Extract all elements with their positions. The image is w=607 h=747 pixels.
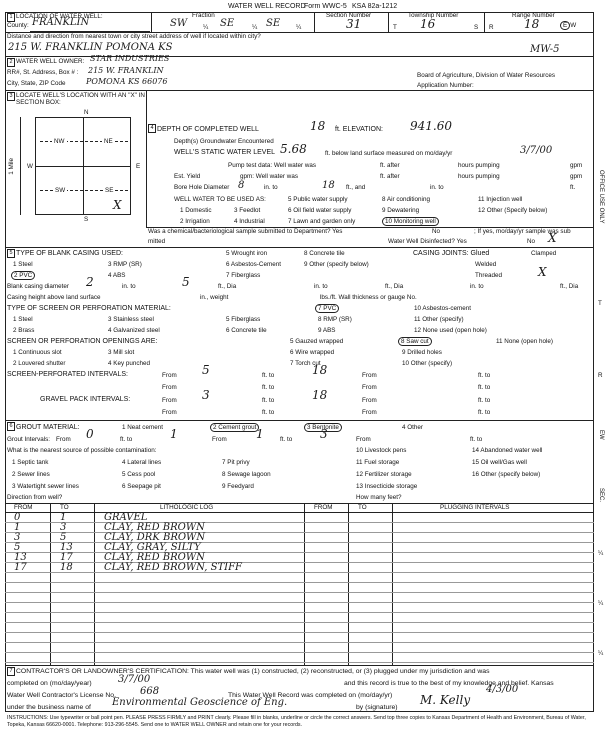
ne-label: NE [104,138,113,145]
use-11[interactable]: 11 Injection well [478,196,523,203]
signature[interactable]: M. Kelly [420,693,471,707]
contam-1[interactable]: 1 Septic tank [12,459,49,466]
chem-question: Was a chemical/bacteriological sample submitted to Department? Yes [148,228,343,235]
range-ew: E W [560,22,576,29]
opening-1[interactable]: 1 Continuous slot [13,349,62,356]
section-value[interactable]: 31 [346,17,362,31]
log-grid-line [5,602,594,603]
use-3[interactable]: 3 Feedlot [234,207,261,214]
divider [348,503,349,665]
mile-label: 1 Mile [8,158,15,175]
office-use-label: OFFICE USE ONLY [597,170,604,224]
sec1-label: LOCATION OF WATER WELL: [16,13,103,20]
certification-text: CONTRACTOR'S OR LANDOWNER'S CERTIFICATION: This water well was (1) constructed, (2) reconstructed, or (3) plugged under my jurisdiction and was [16,668,490,675]
contam-16[interactable]: 16 Other (specify below) [472,471,541,478]
blank-ft-dia-2: ft., Dia [385,283,404,290]
log-grid-line [5,542,594,543]
gravel-ft-to-3: ft. to [262,409,275,416]
gravel-from: From [162,397,177,404]
screen-9[interactable]: 9 ABS [318,327,336,334]
screen-5[interactable]: 5 Fiberglass [226,316,261,323]
opening-2[interactable]: 2 Louvered shutter [13,360,66,367]
screen-4[interactable]: 4 Galvanized steel [108,327,160,334]
blank-depth-value[interactable]: 5 [182,275,190,289]
log-row-5-desc[interactable]: CLAY, RED BROWN [104,552,205,563]
opening-10[interactable]: 10 Other (specify) [402,360,453,367]
hours-pumping-1: hours pumping [458,162,500,169]
screen-label: TYPE OF SCREEN OR PERFORATION MATERIAL: [7,305,171,312]
business-value[interactable]: Environmental Geoscience of Eng. [112,697,288,708]
blank-in-to: in. to [122,283,136,290]
locate-label: LOCATE WELL'S LOCATION WITH AN "X" IN SECTION BOX: [16,92,145,107]
bore-in-to: in. to [264,184,278,191]
divider [304,503,305,665]
township-s: S [474,24,479,31]
contam-14[interactable]: 14 Abandoned water well [472,447,543,454]
height-weight: in., weight [200,294,229,301]
how-many-label: How many feet? [356,494,402,501]
city-label: City, State, ZIP Code [7,80,66,87]
casing-5[interactable]: 5 Wrought iron [226,250,268,257]
contam-8[interactable]: 8 Sewage lagoon [222,471,271,478]
divider [484,12,485,32]
screen-3[interactable]: 3 Stainless steel [108,316,154,323]
screen-10[interactable]: 10 Asbestos-cement [414,305,472,312]
range-label: Range Number [512,12,555,19]
grout-from-value[interactable]: 0 [86,427,94,441]
bore-in-to-2: in. to [430,184,444,191]
screen-from-value[interactable]: 5 [202,363,210,377]
threaded-mark[interactable]: X [538,265,547,279]
screen-ft-to: ft. to [262,372,275,379]
screen-ft-to-4: ft. to [478,384,491,391]
section-label: Section Number [326,12,372,19]
log-row-1-from[interactable]: 0 [14,512,21,523]
log-row-1-to[interactable]: 1 [60,512,67,523]
gravel-from-value[interactable]: 3 [202,388,210,402]
owner-value[interactable]: STAR INDUSTRIES [90,54,170,63]
log-from-header: FROM [14,504,33,511]
use-9[interactable]: 9 Dewatering [382,207,420,214]
static-level-date[interactable]: 3/7/00 [520,145,553,156]
depth-value[interactable]: 18 [310,119,326,133]
yield-after: ft. after [380,173,400,180]
side-ew: EW [597,430,604,440]
blank-in-to-3: in. to [470,283,484,290]
log-grid-line [5,572,594,573]
ksa-number: KSA 82a-1212 [352,3,398,10]
log-row-6-to[interactable]: 18 [60,562,73,573]
screen-ft-to-3: ft. to [262,384,275,391]
casing-3[interactable]: 3 RMP (SR) [108,261,142,268]
range-value[interactable]: 18 [524,17,540,31]
blank-dia-label: Blank casing diameter [7,283,69,290]
completed-value[interactable]: 3/7/00 [118,674,151,685]
county-label: County: [7,22,29,29]
sw-label: SW [55,187,66,194]
log-grid-line [5,532,594,533]
grout-intervals-label: Grout Intervals: [7,436,51,443]
board-label: Board of Agriculture, Division of Water Resources [417,72,556,79]
bore-ft: ft. [570,184,576,191]
side-t: T [598,300,602,307]
grout-1[interactable]: 1 Neat cement [122,424,163,431]
rule [5,90,594,91]
business-label: under the business name of [7,704,91,711]
section-4-marker: 4 [148,124,156,133]
section-5-marker: 5 [7,249,15,258]
screen-ft-from: From [362,372,377,379]
side-sec: SEC. [597,488,604,503]
completed-label: completed on (mo/day/year) [7,680,92,687]
use-label: WELL WATER TO BE USED AS: [174,196,266,203]
gpm-1: gpm [570,162,583,169]
contam-13[interactable]: 13 Insecticide storage [356,483,418,490]
contam-15[interactable]: 15 Oil well/Gas well [472,459,527,466]
screen-8[interactable]: 8 RMP (SR) [318,316,352,323]
blank-ft: ft., Dia [560,283,579,290]
city-value[interactable]: POMONA KS 66076 [86,77,168,86]
by-signature-label: by (signature) [356,704,398,711]
gravel-ft-to-2: ft. to [478,397,491,404]
section-2-marker: 2 [7,58,15,67]
casing-6[interactable]: 6 Asbestos-Cement [226,261,281,268]
casing-label: TYPE OF BLANK CASING USED: [16,250,123,257]
disinfected-no: No [527,238,536,245]
log-grid-line [5,642,594,643]
log-grid-line [5,632,594,633]
log-row-4-to[interactable]: 13 [60,542,73,553]
screen-from-2: From [162,384,177,391]
log-grid-line [5,592,594,593]
log-grid-line [5,552,594,553]
east-label: E [136,163,141,170]
divider [388,12,389,32]
contam-10[interactable]: 10 Livestock pens [356,447,407,454]
side-q1: ¼ [598,550,604,557]
use-2[interactable]: 2 Irrigation [180,218,210,225]
address-value[interactable]: 215 W. FRANKLIN POMONA KS [8,42,173,53]
owner-address[interactable]: 215 W. FRANKLIN [88,66,164,75]
owner-address-label: RR#, St. Address, Box # : [7,69,79,76]
opening-5[interactable]: 5 Gauzed wrapped [290,338,344,345]
pump-label: Pump test data: Well water was [228,162,317,169]
location-mark[interactable]: X [113,198,122,212]
log-lithologic-header: LITHOLOGIC LOG [160,504,214,511]
depth-label: DEPTH OF COMPLETED WELL [157,126,259,133]
divider [146,90,147,227]
well-id[interactable]: MW-5 [530,44,560,55]
fraction-3[interactable]: SE [266,18,281,29]
casing-1[interactable]: 1 Steel [13,261,33,268]
log-row-2-desc[interactable]: CLAY, RED BROWN [104,522,205,533]
contam-4[interactable]: 4 Lateral lines [122,459,162,466]
grout-from: From [56,436,71,443]
openings-label: SCREEN OR PERFORATION OPENINGS ARE: [7,338,158,345]
screen-11[interactable]: 11 Other (specify) [414,316,464,323]
casing-7[interactable]: 7 Fiberglass [226,272,261,279]
casing-8[interactable]: 8 Concrete tile [304,250,345,257]
grout-4[interactable]: 4 Other [402,424,423,431]
grout-3-selected[interactable]: 3 Bentonite [304,423,342,432]
log-grid-line [5,522,594,523]
rule [5,665,594,666]
divider [314,12,315,32]
side-r: R [598,372,603,379]
contam-2[interactable]: 2 Sewer lines [12,471,50,478]
gravel-ft-to-4: ft. to [478,409,491,416]
bore-diameter[interactable]: 8 [238,180,245,191]
screen-ft-to-2: ft. to [478,372,491,379]
section-3-marker: 3 [7,92,15,101]
bore-label: Bore Hole Diameter [174,184,230,191]
use-6[interactable]: 6 Oil field water supply [288,207,352,214]
contam-9[interactable]: 9 Feedyard [222,483,254,490]
divider [151,12,152,32]
casing-2-selected[interactable]: 2 PVC [11,271,35,280]
casing-4[interactable]: 4 ABS [108,272,126,279]
log-row-4-from[interactable]: 5 [14,542,21,553]
screen-6[interactable]: 6 Concrete tile [226,327,267,334]
chem-if: ; If yes, mo/day/yr sample was sub [474,228,571,235]
elevation-label: ft. ELEVATION: [335,126,383,133]
height-lbs: lbs./ft. Wall thickness or gauge No. [320,294,417,301]
log-row-6-from[interactable]: 17 [14,562,27,573]
gravel-ft-to: ft. to [262,397,275,404]
log-grid-line [5,622,594,623]
range-r: R [489,24,494,31]
county-value[interactable]: FRANKLIN [32,17,90,28]
use-10-selected[interactable]: 10 Monitoring well [382,217,439,226]
log-row-2-to[interactable]: 3 [60,522,67,533]
side-q3: ¼ [598,650,604,657]
gpm-2: gpm [570,173,583,180]
license-label: Water Well Contractor's License No. [7,692,116,699]
grout-ft-to-3: ft. to [470,436,483,443]
use-12[interactable]: 12 Other (Specify below) [478,207,548,214]
contam-12[interactable]: 12 Fertilizer storage [356,471,412,478]
true-text: and this record is true to the best of my knowledge and belief. Kansas [344,680,554,687]
log-row-3-from[interactable]: 3 [14,532,21,543]
est-yield-gpm: gpm: Well water was [240,173,298,180]
quarter-1: ¼ [203,24,209,31]
divider [94,503,95,665]
log-grid-line [5,652,594,653]
north-label: N [84,109,89,116]
height-label: Casing height above land surface [7,294,101,301]
township-value[interactable]: 16 [420,17,436,31]
contam-6[interactable]: 6 Seepage pit [122,483,161,490]
license-value[interactable]: 668 [140,686,160,697]
screen-to-value[interactable]: 18 [312,363,328,377]
contam-3[interactable]: 3 Watertight sewer lines [12,483,79,490]
grout-ft-to-2: ft. to [280,436,293,443]
divider [50,503,51,665]
welded[interactable]: Welded [475,261,497,268]
contam-7[interactable]: 7 Pit privy [222,459,250,466]
screen-1[interactable]: 1 Steel [13,316,33,323]
fraction-2[interactable]: SE [220,18,235,29]
log-grid-line [5,612,594,613]
hours-pumping-2: hours pumping [458,173,500,180]
direction-label: Direction from well? [7,494,63,501]
chem-no: No [432,228,441,235]
log-to-header: TO [60,504,69,511]
opening-4[interactable]: 4 Key punched [108,360,151,367]
use-7[interactable]: 7 Lawn and garden only [288,218,356,225]
township-t: T [393,24,397,31]
instructions: INSTRUCTIONS: Use typewriter or ball point pen. PLEASE PRESS FIRMLY and PRINT clearly. Please fill in blanks, underline or circle the correct answers. Send top three copies to Kansas Department of Health and Environment, Bureau of Water, Topeka, Kansas 66620-0001. Telephone: 913-296-5545. Send one to WATER WELL OWNER and retain one for your records. [7,715,586,728]
bore-and: ft., and [346,184,366,191]
log-row-1-desc[interactable]: GRAVEL [104,512,148,523]
screen-ft-from-2: From [362,384,377,391]
log-grid-line [5,562,594,563]
section-1-marker: 1 [7,13,15,22]
section-7-marker: 7 [7,667,15,676]
fraction-label: Fraction [192,12,215,19]
plug-to-header: TO [358,504,367,511]
quarter-3: ¼ [296,24,302,31]
disinfected-mark[interactable]: X [548,231,557,245]
form-number: Form WWC-5 [304,3,347,10]
fraction-1[interactable]: SW [170,18,188,29]
quarter-2: ¼ [252,24,258,31]
log-row-6-desc[interactable]: CLAY, RED BROWN, STIFF [104,562,242,573]
contam-5[interactable]: 5 Cess pool [122,471,156,478]
screen-2[interactable]: 2 Brass [13,327,35,334]
opening-3[interactable]: 3 Mill slot [108,349,135,356]
screen-7-selected[interactable]: 7 PVC [315,304,339,313]
log-row-4-desc[interactable]: CLAY, GRAY, SILTY [104,542,201,553]
plugging-header: PLUGGING INTERVALS [440,504,510,511]
static-level-label: WELL'S STATIC WATER LEVEL [174,149,276,156]
opening-9[interactable]: 9 Drilled holes [402,349,442,356]
form-title: WATER WELL RECORD [228,3,306,10]
use-5[interactable]: 5 Public water supply [288,196,348,203]
divider [392,503,393,665]
disinfected-label: Water Well Disinfected? Yes [388,238,467,245]
blank-ft-dia: ft., Dia [218,283,237,290]
log-row-3-to[interactable]: 5 [60,532,67,543]
log-row-2-from[interactable]: 1 [14,522,21,533]
side-q2: ¼ [598,600,604,607]
log-row-5-from[interactable]: 13 [14,552,27,563]
log-row-5-to[interactable]: 17 [60,552,73,563]
gravel-label: GRAVEL PACK INTERVALS: [40,396,131,403]
range-e-circle: E [560,21,570,30]
application-label: Application Number: [417,82,474,89]
rule [35,166,131,167]
record-date[interactable]: 4/3/00 [486,684,519,695]
grout-label: GROUT MATERIAL: [16,424,80,431]
grout-from-2-value[interactable]: 1 [256,427,264,441]
opening-11[interactable]: 11 None (open hole) [496,338,553,345]
blank-dia-value[interactable]: 2 [86,275,94,289]
divider [20,117,21,215]
record-label: This Water Well Record was completed on (mo/day/yr) [228,692,393,699]
rule [5,420,594,421]
distance-label: Distance and direction from nearest town or city street address of well if located within city? [7,33,261,40]
gravel-from-2: From [162,409,177,416]
threaded[interactable]: Threaded [475,272,502,279]
opening-6[interactable]: 6 Wire wrapped [290,349,335,356]
screen-from: From [162,372,177,379]
grout-from-3: From [356,436,371,443]
clamped[interactable]: Clamped [531,250,557,257]
nw-label: NW [54,138,65,145]
log-row-3-desc[interactable]: CLAY, DRK BROWN [104,532,206,543]
pump-after: ft. after [380,162,400,169]
opening-7[interactable]: 7 Torch cut [290,360,321,367]
section-6-marker: 6 [7,422,15,431]
static-level-text: ft. below land surface measured on mo/day/yr [325,150,453,157]
gravel-ft-from: From [362,397,377,404]
contam-label: What is the nearest source of possible contamination: [7,447,157,454]
blank-in-to-2: in. to [314,283,328,290]
plug-from-header: FROM [314,504,333,511]
gravel-to-value[interactable]: 18 [312,388,328,402]
rule [5,247,594,248]
gravel-ft-from-2: From [362,409,377,416]
south-label: S [84,216,89,223]
grout-to-2-value[interactable]: 3 [320,427,328,441]
screen-12[interactable]: 12 None used (open hole) [414,327,487,334]
grout-2-selected[interactable]: 2 Cement grout [210,423,259,432]
township-label: Township Number [408,12,459,19]
mitted: mitted [148,238,166,245]
grout-ft-to: ft. to [120,436,133,443]
opening-8-selected[interactable]: 8 Saw cut [398,337,432,346]
groundwater-label: Depth(s) Groundwater Encountered [174,138,274,145]
casing-9[interactable]: 9 Other (specify below) [304,261,369,268]
elevation-value[interactable]: 941.60 [410,119,452,133]
use-4[interactable]: 4 Industrial [234,218,265,225]
log-grid-line [5,662,594,663]
grout-to-value[interactable]: 1 [170,427,178,441]
log-grid-line [5,582,594,583]
contam-11[interactable]: 11 Fuel storage [356,459,400,466]
bore-depth[interactable]: 18 [322,180,335,191]
static-level-value[interactable]: 5.68 [280,142,307,156]
grout-from-2: From [212,436,227,443]
use-1[interactable]: 1 Domestic [180,207,212,214]
owner-label: WATER WELL OWNER: [16,58,85,65]
se-label: SE [105,187,114,194]
intervals-label: SCREEN-PERFORATED INTERVALS: [7,371,128,378]
use-8[interactable]: 8 Air conditioning [382,196,430,203]
est-yield-label: Est. Yield [174,173,201,180]
west-label: W [27,163,33,170]
joints-label: CASING JOINTS: Glued [413,250,490,257]
